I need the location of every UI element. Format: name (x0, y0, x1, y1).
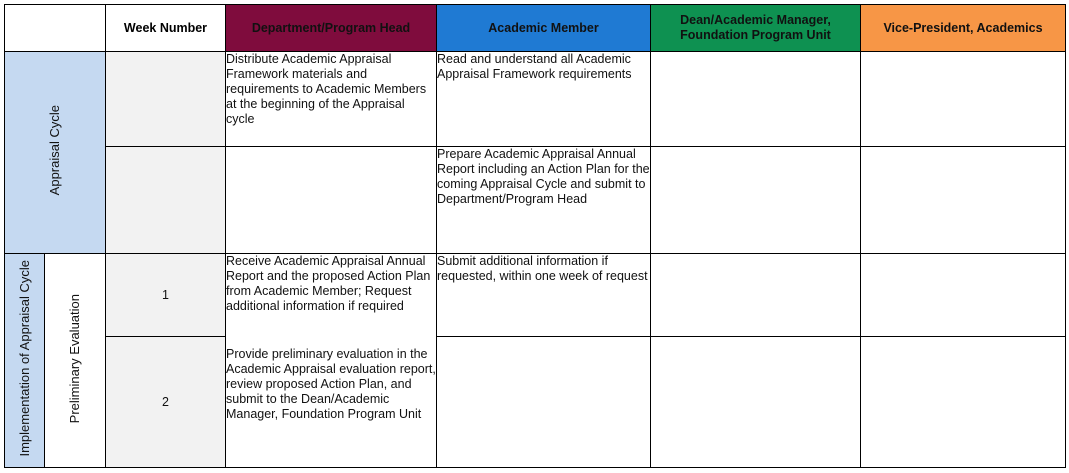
table-row (5, 147, 1066, 254)
week-cell (106, 147, 226, 254)
academic-member-task-cell (437, 337, 651, 468)
vp-task-cell (861, 337, 1066, 468)
preliminary-evaluation-phase (45, 254, 106, 468)
academic-member-header: Academic Member (437, 5, 651, 52)
vp-task-cell (861, 52, 1066, 147)
vp-academics-header: Vice-President, Academics (861, 5, 1066, 52)
week-cell (106, 52, 226, 147)
dept-head-header: Department/Program Head (226, 5, 437, 52)
table-row (5, 337, 1066, 468)
vp-task-cell (861, 254, 1066, 337)
table-row (5, 254, 1066, 337)
week-cell: 2 (106, 337, 226, 468)
dean-task-cell (651, 337, 861, 468)
implementation-label: Implementation of Appraisal Cycle (16, 260, 32, 457)
blank-corner-header (5, 5, 106, 52)
dept-head-task-cell: Receive Academic Appraisal Annual Report and the proposed Action Plan from Academic Member; Request additional information if required (226, 254, 437, 337)
dean-header: Dean/Academic Manager, Foundation Program Unit (651, 5, 861, 52)
preliminary-evaluation-label: Preliminary Evaluation (67, 293, 82, 424)
appraisal-cycle-phase (5, 52, 106, 254)
header-row (5, 5, 1066, 52)
academic-member-task-cell: Prepare Academic Appraisal Annual Report including an Action Plan for the coming Appraisal Cycle and submit to Department/Program Head (437, 147, 651, 254)
appraisal-responsibility-table (4, 4, 1066, 468)
appraisal-cycle-label: Appraisal Cycle (47, 105, 62, 196)
implementation-phase (5, 254, 45, 468)
dean-task-cell (651, 52, 861, 147)
dept-head-task-cell (226, 147, 437, 254)
table-row (5, 52, 1066, 147)
academic-member-task-cell: Read and understand all Academic Appraisal Framework requirements (437, 52, 651, 147)
dean-task-cell (651, 147, 861, 254)
dept-head-task-cell: Distribute Academic Appraisal Framework materials and requirements to Academic Members at the beginning of the Appraisal cycle (226, 52, 437, 147)
academic-member-task-cell: Submit additional information if requested, within one week of request (437, 254, 651, 337)
week-number-header: Week Number (106, 5, 226, 52)
week-cell: 1 (106, 254, 226, 337)
vp-task-cell (861, 147, 1066, 254)
dept-head-task-cell: Provide preliminary evaluation in the Academic Appraisal evaluation report, review proposed Action Plan, and submit to the Dean/Academic Manager, Foundation Program Unit (226, 337, 437, 468)
dean-task-cell (651, 254, 861, 337)
